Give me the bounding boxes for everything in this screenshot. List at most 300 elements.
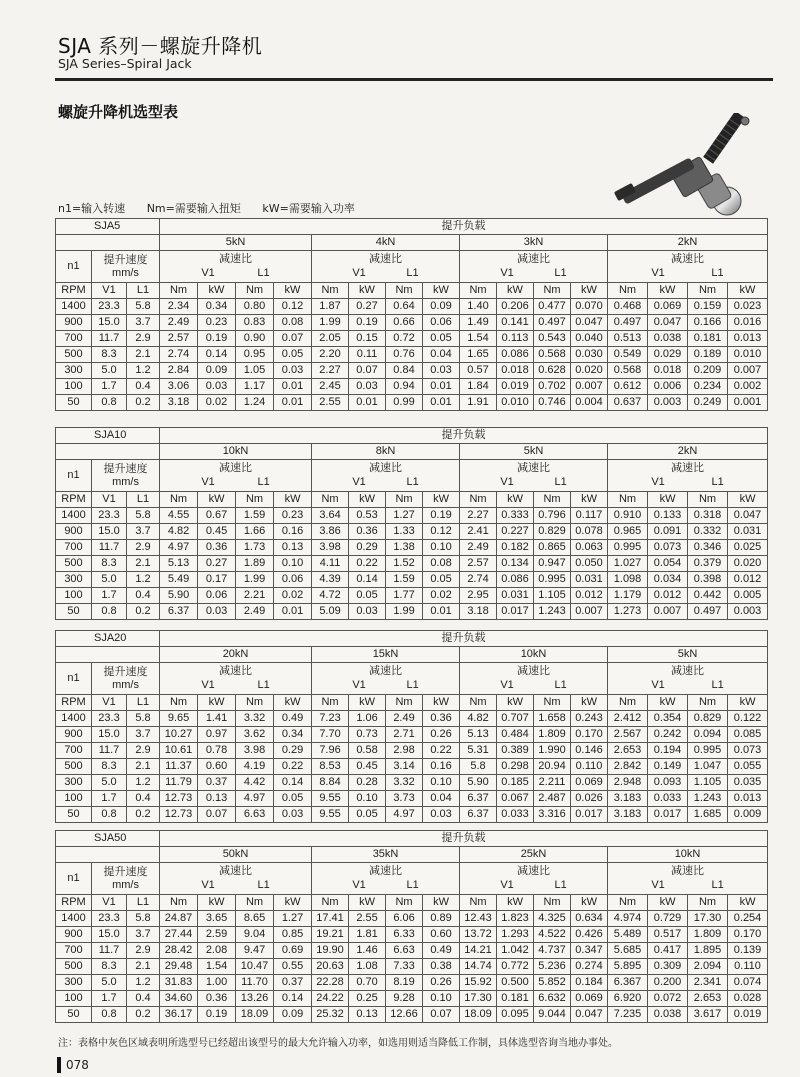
value-cell: 0.83	[236, 315, 274, 331]
value-cell: 0.072	[648, 991, 688, 1007]
l1-cell: 5.8	[127, 508, 160, 524]
value-cell: 0.995	[534, 572, 571, 588]
nm-header: Nm	[608, 283, 648, 299]
nm-header: Nm	[386, 492, 423, 508]
l1-cell: 2.1	[127, 347, 160, 363]
value-cell: 11.70	[236, 975, 274, 991]
ratio-v1: V1	[201, 879, 215, 891]
table-row	[56, 604, 768, 620]
value-cell: 4.55	[160, 508, 198, 524]
load-value: 15kN	[312, 647, 460, 663]
value-cell: 0.026	[571, 791, 608, 807]
reduction-ratio-header	[608, 251, 768, 283]
l1-cell: 0.2	[127, 807, 160, 823]
table-row	[56, 299, 768, 315]
value-cell: 0.054	[648, 556, 688, 572]
kw-header: kW	[497, 695, 534, 711]
value-cell: 0.069	[648, 299, 688, 315]
value-cell: 3.617	[688, 1007, 728, 1023]
rpm-cell: 900	[56, 927, 92, 943]
footnote: 注：表格中灰色区域表明所选型号已经超出该型号的最大允许输入功率，如选用则适当降低工作制，具体选型咨询当地办事处。	[58, 1038, 618, 1049]
value-cell: 3.06	[160, 379, 198, 395]
value-cell: 1.40	[460, 299, 497, 315]
ratio-v1: V1	[500, 476, 514, 488]
value-cell: 0.27	[349, 299, 386, 315]
nm-header: Nm	[386, 695, 423, 711]
value-cell: 0.442	[688, 588, 728, 604]
lift-load-header: 提升负载	[160, 219, 768, 235]
value-cell: 0.134	[497, 556, 534, 572]
value-cell: 6.37	[460, 807, 497, 823]
value-cell: 12.66	[386, 1007, 423, 1023]
value-cell: 2.567	[608, 727, 648, 743]
lift-speed-label: 提升速度	[103, 462, 148, 475]
value-cell: 0.10	[423, 540, 460, 556]
value-cell: 0.010	[497, 395, 534, 411]
value-cell: 0.417	[648, 943, 688, 959]
value-cell: 34.60	[160, 991, 198, 1007]
value-cell: 1.66	[236, 524, 274, 540]
value-cell: 1.685	[688, 807, 728, 823]
v1-cell: 15.0	[92, 727, 127, 743]
value-cell: 2.487	[534, 791, 571, 807]
value-cell: 1.17	[236, 379, 274, 395]
value-cell: 31.83	[160, 975, 198, 991]
ratio-subheaders	[460, 880, 607, 891]
ratio-subheaders	[312, 880, 459, 891]
model-name: SJA20	[56, 631, 160, 647]
reduction-ratio-header	[160, 460, 312, 492]
lift-speed-label: 提升速度	[103, 665, 148, 678]
value-cell: 0.007	[571, 379, 608, 395]
value-cell: 0.091	[648, 524, 688, 540]
reduction-ratio-label: 减速比	[671, 865, 705, 877]
value-cell: 0.093	[648, 775, 688, 791]
value-cell: 0.055	[728, 759, 768, 775]
blank-cell	[56, 847, 160, 863]
value-cell: 0.26	[423, 975, 460, 991]
value-cell: 0.010	[728, 347, 768, 363]
l1-cell: 3.7	[127, 315, 160, 331]
value-cell: 0.347	[571, 943, 608, 959]
reduction-ratio-header	[312, 460, 460, 492]
ratio-subheaders	[312, 680, 459, 691]
reduction-ratio-header	[160, 663, 312, 695]
v1-cell: 1.7	[92, 379, 127, 395]
value-cell: 0.09	[198, 363, 236, 379]
ratio-v1: V1	[352, 679, 366, 691]
value-cell: 0.29	[274, 743, 312, 759]
value-cell: 0.09	[274, 1007, 312, 1023]
ratio-v1: V1	[651, 267, 665, 279]
l1-cell: 1.2	[127, 363, 160, 379]
v1-cell: 1.7	[92, 588, 127, 604]
kw-header: kW	[274, 283, 312, 299]
kw-header: kW	[198, 695, 236, 711]
value-cell: 3.14	[386, 759, 423, 775]
value-cell: 0.19	[198, 1007, 236, 1023]
nm-header: Nm	[534, 895, 571, 911]
value-cell: 0.746	[534, 395, 571, 411]
value-cell: 1.823	[497, 911, 534, 927]
rpm-cell: 50	[56, 395, 92, 411]
value-cell: 2.412	[608, 711, 648, 727]
value-cell: 0.012	[571, 588, 608, 604]
value-cell: 0.08	[423, 556, 460, 572]
v1-header: V1	[92, 695, 127, 711]
rpm-cell: 900	[56, 727, 92, 743]
value-cell: 0.017	[497, 604, 534, 620]
kw-header: kW	[728, 895, 768, 911]
value-cell: 0.05	[274, 347, 312, 363]
value-cell: 0.025	[728, 540, 768, 556]
load-value: 10kN	[608, 847, 768, 863]
value-cell: 13.26	[236, 991, 274, 1007]
value-cell: 9.044	[534, 1007, 571, 1023]
value-cell: 0.995	[688, 743, 728, 759]
reduction-ratio-label: 减速比	[369, 462, 403, 474]
rpm-cell: 700	[56, 540, 92, 556]
n1-header: n1	[56, 460, 92, 492]
kw-header: kW	[349, 695, 386, 711]
l1-cell: 2.9	[127, 943, 160, 959]
value-cell: 6.06	[386, 911, 423, 927]
l1-cell: 0.4	[127, 379, 160, 395]
ratio-l1: L1	[554, 679, 567, 691]
value-cell: 3.73	[386, 791, 423, 807]
value-cell: 0.90	[236, 331, 274, 347]
value-cell: 3.316	[534, 807, 571, 823]
value-cell: 1.54	[198, 959, 236, 975]
v1-cell: 23.3	[92, 711, 127, 727]
value-cell: 2.34	[160, 299, 198, 315]
value-cell: 3.183	[608, 807, 648, 823]
value-cell: 29.48	[160, 959, 198, 975]
lift-speed-label: 提升速度	[103, 253, 148, 266]
v1-cell: 5.0	[92, 775, 127, 791]
value-cell: 0.03	[274, 363, 312, 379]
value-cell: 0.947	[534, 556, 571, 572]
value-cell: 4.11	[312, 556, 349, 572]
value-cell: 0.37	[274, 975, 312, 991]
nm-header: Nm	[236, 895, 274, 911]
value-cell: 1.243	[688, 791, 728, 807]
value-cell: 0.568	[534, 347, 571, 363]
value-cell: 1.65	[460, 347, 497, 363]
kw-header: kW	[497, 895, 534, 911]
reduction-ratio-header	[460, 251, 608, 283]
value-cell: 0.14	[198, 347, 236, 363]
value-cell: 1.41	[198, 711, 236, 727]
value-cell: 0.25	[349, 991, 386, 1007]
model-name: SJA5	[56, 219, 160, 235]
table-row	[56, 775, 768, 791]
value-cell: 0.047	[571, 1007, 608, 1023]
value-cell: 5.8	[460, 759, 497, 775]
kw-header: kW	[198, 283, 236, 299]
value-cell: 0.05	[349, 807, 386, 823]
v1-cell: 11.7	[92, 743, 127, 759]
value-cell: 5.49	[160, 572, 198, 588]
kw-header: kW	[274, 492, 312, 508]
value-cell: 6.632	[534, 991, 571, 1007]
kw-header: kW	[274, 695, 312, 711]
rpm-cell: 900	[56, 315, 92, 331]
nm-header: Nm	[160, 492, 198, 508]
speed-unit: mm/s	[112, 475, 139, 488]
ratio-l1: L1	[554, 476, 567, 488]
value-cell: 1.027	[608, 556, 648, 572]
value-cell: 0.274	[571, 959, 608, 975]
value-cell: 0.23	[274, 508, 312, 524]
kw-header: kW	[571, 492, 608, 508]
value-cell: 0.03	[349, 604, 386, 620]
value-cell: 2.74	[160, 347, 198, 363]
value-cell: 0.006	[648, 379, 688, 395]
ratio-l1: L1	[711, 476, 724, 488]
value-cell: 4.19	[236, 759, 274, 775]
v1-cell: 1.7	[92, 991, 127, 1007]
value-cell: 0.016	[728, 315, 768, 331]
value-cell: 0.910	[608, 508, 648, 524]
table-row	[56, 959, 768, 975]
value-cell: 0.27	[198, 556, 236, 572]
value-cell: 0.66	[386, 315, 423, 331]
blank-cell	[56, 444, 160, 460]
l1-cell: 3.7	[127, 524, 160, 540]
selection-table-sja5	[55, 218, 768, 411]
value-cell: 2.211	[534, 775, 571, 791]
ratio-subheaders	[160, 880, 311, 891]
value-cell: 0.012	[648, 588, 688, 604]
table-row	[56, 572, 768, 588]
rpm-cell: 500	[56, 759, 92, 775]
value-cell: 1.047	[688, 759, 728, 775]
ratio-l1: L1	[711, 879, 724, 891]
reduction-ratio-label: 减速比	[517, 665, 551, 677]
value-cell: 1.273	[608, 604, 648, 620]
kw-header: kW	[423, 492, 460, 508]
value-cell: 9.55	[312, 791, 349, 807]
v1-cell: 5.0	[92, 572, 127, 588]
kw-header: kW	[423, 283, 460, 299]
l1-cell: 2.9	[127, 540, 160, 556]
value-cell: 0.36	[349, 524, 386, 540]
value-cell: 0.073	[648, 540, 688, 556]
l1-cell: 2.1	[127, 759, 160, 775]
rpm-cell: 1400	[56, 711, 92, 727]
value-cell: 0.01	[274, 395, 312, 411]
value-cell: 4.39	[312, 572, 349, 588]
value-cell: 0.047	[728, 508, 768, 524]
value-cell: 0.133	[648, 508, 688, 524]
value-cell: 1.99	[312, 315, 349, 331]
load-value: 10kN	[160, 444, 312, 460]
value-cell: 0.09	[423, 299, 460, 315]
value-cell: 2.094	[688, 959, 728, 975]
ratio-subheaders	[608, 680, 767, 691]
value-cell: 0.389	[497, 743, 534, 759]
value-cell: 0.05	[274, 791, 312, 807]
table-row	[56, 743, 768, 759]
value-cell: 0.007	[728, 363, 768, 379]
legend	[58, 200, 373, 216]
value-cell: 6.37	[160, 604, 198, 620]
value-cell: 0.013	[728, 791, 768, 807]
value-cell: 0.10	[423, 775, 460, 791]
value-cell: 5.489	[608, 927, 648, 943]
rpm-cell: 100	[56, 379, 92, 395]
load-value: 10kN	[460, 647, 608, 663]
value-cell: 1.81	[349, 927, 386, 943]
selection-table-sja20	[55, 630, 768, 823]
rpm-cell: 300	[56, 363, 92, 379]
value-cell: 9.65	[160, 711, 198, 727]
value-cell: 0.04	[423, 347, 460, 363]
rpm-cell: 100	[56, 588, 92, 604]
value-cell: 1.73	[236, 540, 274, 556]
value-cell: 0.017	[571, 807, 608, 823]
table-row	[56, 508, 768, 524]
value-cell: 0.829	[534, 524, 571, 540]
value-cell: 0.19	[423, 508, 460, 524]
ratio-l1: L1	[711, 679, 724, 691]
value-cell: 0.05	[349, 588, 386, 604]
table-row	[56, 395, 768, 411]
value-cell: 0.318	[688, 508, 728, 524]
nm-header: Nm	[608, 695, 648, 711]
value-cell: 0.001	[728, 395, 768, 411]
value-cell: 0.97	[198, 727, 236, 743]
value-cell: 0.146	[571, 743, 608, 759]
value-cell: 0.60	[423, 927, 460, 943]
value-cell: 6.367	[608, 975, 648, 991]
rpm-cell: 500	[56, 556, 92, 572]
value-cell: 0.634	[571, 911, 608, 927]
v1-cell: 8.3	[92, 759, 127, 775]
value-cell: 14.74	[460, 959, 497, 975]
nm-header: Nm	[312, 695, 349, 711]
ratio-subheaders	[160, 477, 311, 488]
model-name: SJA50	[56, 831, 160, 847]
load-value: 5kN	[460, 444, 608, 460]
reduction-ratio-label: 减速比	[671, 462, 705, 474]
value-cell: 0.298	[497, 759, 534, 775]
v1-cell: 8.3	[92, 959, 127, 975]
n1-header: n1	[56, 663, 92, 695]
value-cell: 1.179	[608, 588, 648, 604]
value-cell: 0.772	[497, 959, 534, 975]
value-cell: 0.159	[688, 299, 728, 315]
v1-cell: 0.8	[92, 807, 127, 823]
value-cell: 9.55	[312, 807, 349, 823]
value-cell: 0.05	[423, 331, 460, 347]
value-cell: 0.06	[198, 588, 236, 604]
reduction-ratio-label: 减速比	[671, 665, 705, 677]
value-cell: 1.27	[386, 508, 423, 524]
value-cell: 0.194	[648, 743, 688, 759]
kw-header: kW	[571, 695, 608, 711]
value-cell: 0.013	[728, 331, 768, 347]
speed-unit: mm/s	[112, 678, 139, 691]
value-cell: 0.64	[386, 299, 423, 315]
kw-header: kW	[571, 895, 608, 911]
load-value: 8kN	[312, 444, 460, 460]
nm-header: Nm	[312, 283, 349, 299]
value-cell: 0.13	[198, 791, 236, 807]
value-cell: 0.234	[688, 379, 728, 395]
value-cell: 0.497	[608, 315, 648, 331]
legend-n1: n1=输入转速	[58, 202, 126, 215]
value-cell: 0.796	[534, 508, 571, 524]
value-cell: 12.73	[160, 791, 198, 807]
value-cell: 0.03	[423, 807, 460, 823]
reduction-ratio-header	[312, 863, 460, 895]
value-cell: 0.02	[423, 588, 460, 604]
table-row	[56, 331, 768, 347]
nm-header: Nm	[688, 695, 728, 711]
value-cell: 0.49	[274, 711, 312, 727]
legend-kw: kW=需要输入功率	[262, 202, 355, 215]
value-cell: 9.28	[386, 991, 423, 1007]
value-cell: 4.72	[312, 588, 349, 604]
value-cell: 0.22	[349, 556, 386, 572]
l1-cell: 3.7	[127, 727, 160, 743]
value-cell: 9.47	[236, 943, 274, 959]
value-cell: 2.59	[198, 927, 236, 943]
value-cell: 0.073	[728, 743, 768, 759]
nm-header: Nm	[236, 695, 274, 711]
lift-speed-header	[92, 863, 160, 895]
value-cell: 10.47	[236, 959, 274, 975]
value-cell: 4.97	[386, 807, 423, 823]
rpm-cell: 700	[56, 743, 92, 759]
value-cell: 0.003	[728, 604, 768, 620]
kw-header: kW	[274, 895, 312, 911]
page-header-subtitle: SJA Series–Spiral Jack	[58, 56, 192, 71]
value-cell: 7.23	[312, 711, 349, 727]
value-cell: 1.59	[386, 572, 423, 588]
value-cell: 27.44	[160, 927, 198, 943]
table-row	[56, 927, 768, 943]
l1-cell: 5.8	[127, 711, 160, 727]
value-cell: 7.70	[312, 727, 349, 743]
value-cell: 17.41	[312, 911, 349, 927]
value-cell: 0.034	[648, 572, 688, 588]
value-cell: 0.12	[274, 299, 312, 315]
ratio-subheaders	[160, 680, 311, 691]
rpm-header: RPM	[56, 492, 92, 508]
value-cell: 0.028	[728, 991, 768, 1007]
value-cell: 0.01	[274, 379, 312, 395]
value-cell: 1.46	[349, 943, 386, 959]
load-value: 2kN	[608, 444, 768, 460]
nm-header: Nm	[460, 895, 497, 911]
value-cell: 0.12	[423, 524, 460, 540]
value-cell: 0.035	[728, 775, 768, 791]
table-row	[56, 759, 768, 775]
lift-speed-header	[92, 460, 160, 492]
value-cell: 0.113	[497, 331, 534, 347]
l1-cell: 0.2	[127, 395, 160, 411]
value-cell: 0.249	[688, 395, 728, 411]
rpm-cell: 1400	[56, 911, 92, 927]
ratio-v1: V1	[201, 679, 215, 691]
value-cell: 1.84	[460, 379, 497, 395]
value-cell: 1.105	[688, 775, 728, 791]
value-cell: 0.070	[571, 299, 608, 315]
value-cell: 17.30	[688, 911, 728, 927]
